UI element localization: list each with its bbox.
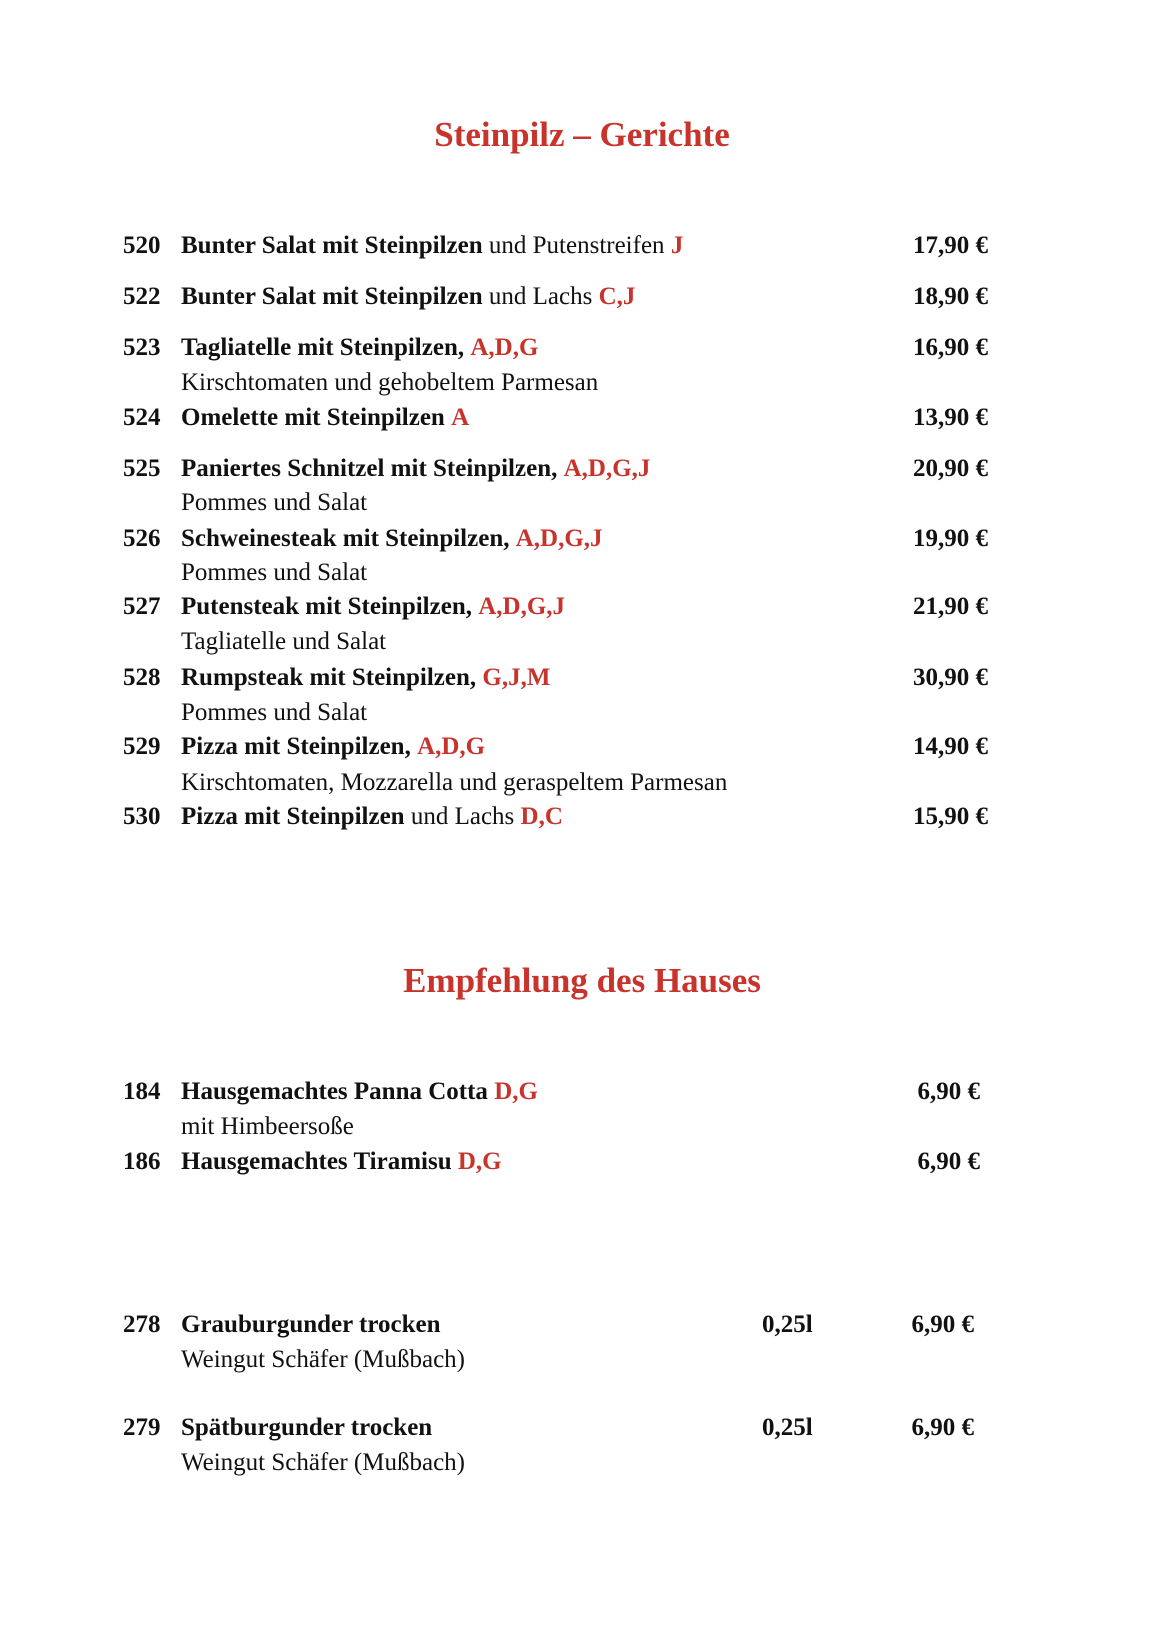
item-name-bold: Pizza mit Steinpilzen,: [181, 733, 411, 760]
item-price: 16,90 €: [913, 334, 988, 361]
allergen-codes: A,D,G,J: [563, 455, 651, 482]
menu-item-name: [181, 522, 603, 556]
wine-producer: Weingut Schäfer (Mußbach): [181, 1346, 465, 1373]
allergen-codes: J: [670, 232, 684, 259]
allergen-codes: A,D,G: [417, 733, 486, 760]
item-price: 30,90 €: [913, 664, 988, 691]
item-name-bold: Rumpsteak mit Steinpilzen,: [181, 664, 477, 691]
item-name-bold: Bunter Salat mit Steinpilzen: [181, 283, 483, 310]
wine-producer: Weingut Schäfer (Mußbach): [181, 1449, 465, 1476]
item-price: 21,90 €: [913, 593, 988, 620]
item-name-bold: Hausgemachtes Panna Cotta: [181, 1078, 488, 1105]
allergen-codes: D,G: [494, 1078, 538, 1105]
menu-item-name: [181, 590, 565, 624]
allergen-codes: C,J: [598, 283, 636, 310]
item-description: Kirschtomaten, Mozzarella und geraspeltem Parmesan: [181, 769, 728, 796]
item-price: 6,90 €: [911, 1414, 974, 1441]
item-number: 529: [123, 733, 161, 760]
item-price: 17,90 €: [913, 232, 988, 259]
section-title-empfehlung: Empfehlung des Hauses: [403, 961, 761, 1000]
item-description: Pommes und Salat: [181, 559, 368, 586]
menu-item-name: [181, 229, 683, 263]
wine-volume: 0,25l: [762, 1414, 813, 1441]
menu-item-name: [181, 331, 538, 365]
item-price: 18,90 €: [913, 283, 988, 310]
wine-name: Spätburgunder trocken: [181, 1414, 433, 1441]
item-number: 279: [123, 1414, 161, 1441]
item-name-bold: Schweinesteak mit Steinpilzen,: [181, 525, 510, 552]
item-name-bold: Putensteak mit Steinpilzen,: [181, 593, 472, 620]
item-price: 15,90 €: [913, 803, 988, 830]
item-number: 528: [123, 664, 161, 691]
item-number: 520: [123, 232, 161, 259]
item-description: mit Himbeersoße: [181, 1113, 354, 1140]
item-number: 525: [123, 455, 161, 482]
item-name-bold: Pizza mit Steinpilzen: [181, 803, 405, 830]
item-number: 523: [123, 334, 161, 361]
item-price: 6,90 €: [917, 1078, 980, 1105]
item-price: 6,90 €: [911, 1311, 974, 1338]
item-price: 20,90 €: [913, 455, 988, 482]
allergen-codes: A: [451, 404, 470, 431]
item-number: 184: [123, 1078, 161, 1105]
menu-item-name: [181, 661, 550, 695]
item-number: 278: [123, 1311, 161, 1338]
item-number: 524: [123, 404, 161, 431]
allergen-codes: D,G: [457, 1148, 502, 1175]
wine-name: Grauburgunder trocken: [181, 1311, 441, 1338]
section-title-steinpilz: Steinpilz – Gerichte: [434, 115, 730, 154]
menu-item-name: [181, 452, 650, 486]
allergen-codes: A,D,G,J: [515, 525, 603, 552]
item-price: 19,90 €: [913, 525, 988, 552]
item-description: Pommes und Salat: [181, 489, 368, 516]
item-price: 14,90 €: [913, 733, 988, 760]
item-description: Pommes und Salat: [181, 699, 368, 726]
menu-item-name: [181, 280, 635, 314]
item-number: 522: [123, 283, 161, 310]
menu-item-name: [181, 800, 563, 834]
item-name-plain: und Lachs: [482, 283, 593, 310]
item-name-bold: Omelette mit Steinpilzen: [181, 404, 445, 431]
item-description: Tagliatelle und Salat: [181, 628, 387, 655]
item-name-bold: Tagliatelle mit Steinpilzen,: [181, 334, 465, 361]
allergen-codes: A,D,G,J: [478, 593, 566, 620]
item-number: 186: [123, 1148, 161, 1175]
item-description: Kirschtomaten und gehobeltem Parmesan: [181, 369, 599, 396]
item-name-bold: Hausgemachtes Tiramisu: [181, 1148, 452, 1175]
item-name-bold: Paniertes Schnitzel mit Steinpilzen,: [181, 455, 558, 482]
menu-item-name: [181, 401, 469, 435]
wine-volume: 0,25l: [762, 1311, 813, 1338]
item-name-plain: und Lachs: [404, 803, 515, 830]
menu-item-name: [181, 730, 485, 764]
item-price: 6,90 €: [917, 1148, 980, 1175]
item-number: 530: [123, 803, 161, 830]
allergen-codes: D,C: [520, 803, 563, 830]
allergen-codes: A,D,G: [470, 334, 539, 361]
item-price: 13,90 €: [913, 404, 988, 431]
item-name-plain: und Putenstreifen: [482, 232, 665, 259]
menu-item-name: [181, 1075, 538, 1109]
item-name-bold: Bunter Salat mit Steinpilzen: [181, 232, 483, 259]
item-number: 526: [123, 525, 161, 552]
allergen-codes: G,J,M: [482, 664, 551, 691]
item-number: 527: [123, 593, 161, 620]
menu-item-name: [181, 1145, 502, 1179]
